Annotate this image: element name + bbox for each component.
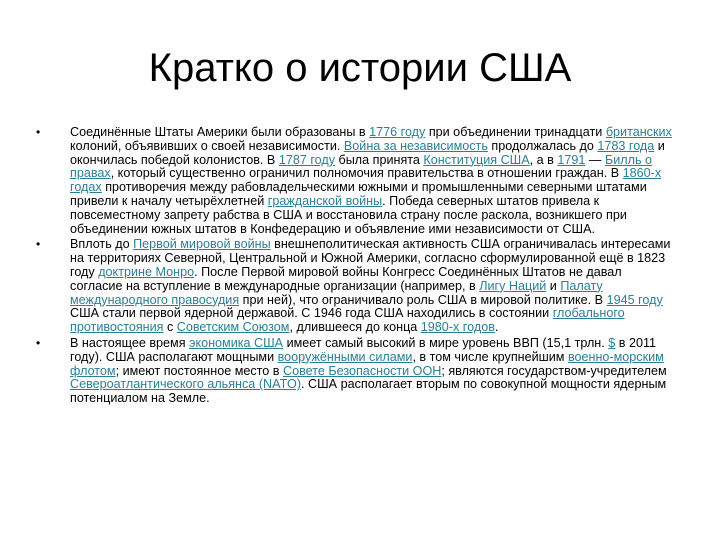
wiki-link[interactable]: Североатлантического альянса (NATO) bbox=[70, 377, 302, 392]
bullet-text bbox=[70, 336, 667, 405]
text-segment: , длившееся до конца bbox=[289, 320, 421, 335]
text-segment: и bbox=[546, 278, 561, 293]
text-segment: , а в bbox=[529, 152, 558, 167]
bullet-dot-icon: • bbox=[36, 335, 41, 350]
bullet-text bbox=[70, 125, 672, 236]
text-segment: имеет самый высокий в мире уровень ВВП (15,1 трлн. bbox=[283, 335, 609, 350]
text-segment: с bbox=[163, 320, 177, 335]
bullet-item bbox=[36, 126, 676, 236]
wiki-link[interactable]: Совете Безопасности ООН bbox=[283, 363, 442, 378]
text-segment: , в том числе крупнейшим bbox=[412, 349, 568, 364]
wiki-link[interactable]: Советским Союзом bbox=[176, 320, 290, 335]
text-segment: продолжалась до bbox=[487, 138, 598, 153]
wiki-link[interactable]: Война за независимость bbox=[343, 138, 488, 153]
wiki-link[interactable]: 1791 bbox=[557, 152, 586, 167]
bullet-dot-icon: • bbox=[36, 237, 41, 252]
text-segment: — bbox=[585, 152, 605, 167]
text-segment: в 2011 году). США располагают мощными bbox=[70, 335, 657, 364]
wiki-link[interactable]: $ bbox=[608, 335, 616, 350]
text-segment: США стали первой ядерной державой. С 1946 года США находились в состоянии bbox=[70, 306, 553, 321]
text-segment: ; являются государством-учредителем bbox=[441, 363, 667, 378]
slide-title: Кратко о истории США bbox=[148, 46, 572, 90]
text-segment: Вплоть до bbox=[70, 237, 134, 252]
bullet-text bbox=[70, 237, 670, 334]
wiki-link[interactable]: 1980-х годов bbox=[420, 320, 495, 335]
text-segment: ; имеют постоянное место в bbox=[115, 363, 283, 378]
wiki-link[interactable]: 1945 году bbox=[606, 292, 663, 307]
wiki-link[interactable]: 1776 году bbox=[369, 125, 426, 139]
text-segment: В настоящее время bbox=[70, 335, 190, 350]
wiki-link[interactable]: Палату международного правосудия bbox=[70, 278, 603, 307]
bullet-item bbox=[36, 337, 676, 406]
text-segment: была принята bbox=[335, 152, 424, 167]
text-segment: противоречия между рабовладельческими южными и промышленными северными штатами привели к началу четырёхлетней bbox=[70, 180, 647, 208]
wiki-link[interactable]: военно-морским флотом bbox=[70, 349, 664, 378]
wiki-link[interactable]: Первой мировой войны bbox=[133, 237, 271, 252]
text-segment: . bbox=[494, 320, 499, 335]
wiki-link[interactable]: Билль о правах bbox=[70, 152, 653, 181]
wiki-link[interactable]: вооружёнными силами bbox=[277, 349, 413, 364]
wiki-link[interactable]: 1787 году bbox=[278, 152, 336, 167]
wiki-link[interactable]: гражданской войны bbox=[267, 193, 383, 208]
text-segment: . После Первой мировой войны Конгресс Соединённых Штатов не давал согласие на вступление в международные организации (например, в bbox=[70, 264, 622, 293]
wiki-link[interactable]: глобального противостояния bbox=[70, 306, 625, 335]
wiki-link[interactable]: 1860-х годах bbox=[70, 166, 662, 195]
text-segment: внешнеполитическая активность США ограничивалась интересами на территориях Северной, Центральной и Южной Америки, согласно сформулированной ещё в 1823 году bbox=[70, 237, 671, 279]
bullet-item bbox=[36, 238, 676, 335]
wiki-link[interactable]: Конституция США bbox=[423, 152, 530, 167]
text-segment: при объединении тринадцати bbox=[425, 125, 606, 139]
text-segment: при ней), что ограничивало роль США в мировой политике. В bbox=[239, 292, 607, 307]
text-segment: . США располагает вторым по совокупной мощности ядерным потенциалом на Земле. bbox=[70, 377, 667, 406]
wiki-link[interactable]: британских bbox=[605, 125, 672, 139]
wiki-link[interactable]: доктрине Монро bbox=[98, 264, 195, 279]
text-segment: . Победа северных штатов привела к повсеместному запрету рабства в США и восстановила страну после раскола, возникшего при объединении южных штатов в Конфедерацию и объявление ими независимости от США. bbox=[70, 193, 627, 236]
wiki-link[interactable]: экономика США bbox=[189, 335, 284, 350]
text-segment: колоний, объявивших о своей независимости. bbox=[70, 138, 344, 153]
wiki-link[interactable]: 1783 года bbox=[597, 138, 655, 153]
text-segment: , который существенно ограничил полномочия правительства в отношении граждан. В bbox=[110, 166, 623, 181]
wiki-link[interactable]: Лигу Наций bbox=[479, 278, 547, 293]
bullet-dot-icon: • bbox=[36, 125, 41, 139]
text-segment: Соединённые Штаты Америки были образованы в bbox=[70, 125, 370, 139]
text-segment: и окончилась победой колонистов. В bbox=[70, 138, 665, 167]
bullet-list bbox=[36, 126, 676, 406]
